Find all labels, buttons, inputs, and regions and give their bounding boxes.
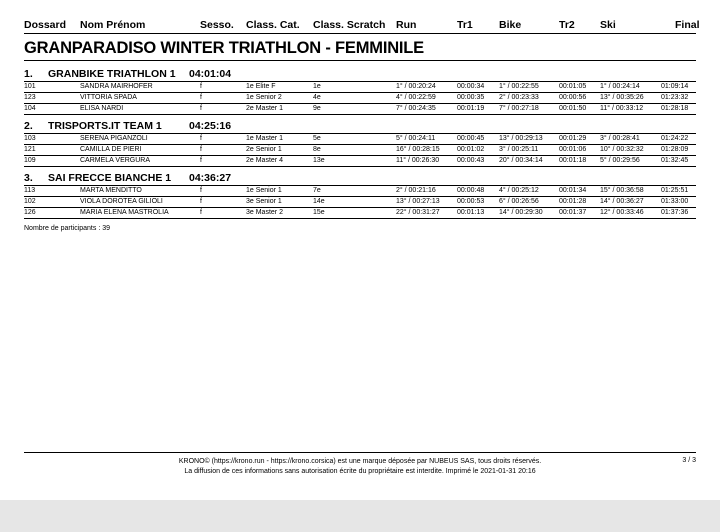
cell-final: 01:25:51 (661, 187, 689, 194)
table-row (24, 145, 696, 156)
cell-nom: CAMILLA DE PIERI (80, 146, 142, 153)
team-header (24, 120, 696, 134)
team-header (24, 172, 696, 186)
cell-nom: SERENA PIGANZOLI (80, 135, 148, 142)
col-tr1: Tr1 (457, 19, 473, 31)
cell-sesso: f (200, 157, 202, 164)
cell-dossard: 126 (24, 209, 36, 216)
team-time: 04:25:16 (189, 120, 232, 132)
col-nom: Nom Prénom (80, 19, 146, 31)
cell-run: 4° / 00:22:59 (396, 94, 436, 101)
page-number: 3 / 3 (682, 457, 696, 464)
cell-sesso: f (200, 105, 202, 112)
cell-scratch: 8e (313, 146, 321, 153)
cell-cat: 3e Senior 1 (246, 198, 282, 205)
cell-nom: VIOLA DOROTEA GILIOLI (80, 198, 163, 205)
cell-final: 01:28:09 (661, 146, 689, 153)
table-row (24, 104, 696, 115)
cell-tr2: 00:01:05 (559, 83, 587, 90)
cell-final: 01:28:18 (661, 105, 689, 112)
cell-run: 11° / 00:26:30 (396, 157, 440, 164)
cell-tr1: 00:00:34 (457, 83, 485, 90)
cell-dossard: 104 (24, 105, 36, 112)
cell-final: 01:09:14 (661, 83, 689, 90)
cell-scratch: 5e (313, 135, 321, 142)
col-scratch: Class. Scratch (313, 19, 386, 31)
cell-bike: 6° / 00:26:56 (499, 198, 539, 205)
cell-run: 5° / 00:24:11 (396, 135, 436, 142)
team-name: SAI FRECCE BIANCHE 1 (48, 172, 172, 184)
cell-dossard: 121 (24, 146, 36, 153)
team-rank: 2. (24, 120, 33, 132)
team-name: GRANBIKE TRIATHLON 1 (48, 68, 176, 80)
cell-tr2: 00:00:56 (559, 94, 587, 101)
cell-nom: MARIA ELENA MASTROLIA (80, 209, 169, 216)
cell-ski: 14° / 00:36:27 (600, 198, 644, 205)
cell-tr2: 00:01:37 (559, 209, 587, 216)
cell-cat: 3e Master 2 (246, 209, 283, 216)
col-ski: Ski (600, 19, 616, 31)
cell-run: 2° / 00:21:16 (396, 187, 436, 194)
team-time: 04:01:04 (189, 68, 232, 80)
cell-tr1: 00:00:45 (457, 135, 485, 142)
cell-dossard: 109 (24, 157, 36, 164)
cell-run: 1° / 00:20:24 (396, 83, 436, 90)
cell-run: 22° / 00:31:27 (396, 209, 440, 216)
cell-nom: MARTA MENDITTO (80, 187, 142, 194)
table-row (24, 93, 696, 104)
cell-tr1: 00:00:53 (457, 198, 485, 205)
col-tr2: Tr2 (559, 19, 575, 31)
cell-dossard: 102 (24, 198, 36, 205)
cell-scratch: 14e (313, 198, 325, 205)
cell-bike: 7° / 00:27:18 (499, 105, 539, 112)
footer-copyright: KRONO© (https://krono.run - https://krono.corsica) est une marque déposée par NUBEUS SAS, tous droits réservés. (178, 458, 542, 465)
cell-dossard: 103 (24, 135, 36, 142)
team-name: TRISPORTS.IT TEAM 1 (48, 120, 162, 132)
cell-ski: 10° / 00:32:32 (600, 146, 644, 153)
cell-ski: 15° / 00:36:58 (600, 187, 644, 194)
cell-tr1: 00:01:02 (457, 146, 485, 153)
cell-final: 01:33:00 (661, 198, 689, 205)
cell-sesso: f (200, 94, 202, 101)
cell-run: 13° / 00:27:13 (396, 198, 440, 205)
cell-tr2: 00:01:34 (559, 187, 587, 194)
cell-bike: 1° / 00:22:55 (499, 83, 539, 90)
cell-final: 01:23:32 (661, 94, 689, 101)
cell-scratch: 1e (313, 83, 321, 90)
team-header (24, 68, 696, 82)
team-time: 04:36:27 (189, 172, 232, 184)
cell-ski: 3° / 00:28:41 (600, 135, 640, 142)
cell-scratch: 15e (313, 209, 325, 216)
cell-scratch: 13e (313, 157, 325, 164)
cell-cat: 1e Elite F (246, 83, 276, 90)
cell-dossard: 123 (24, 94, 36, 101)
cell-scratch: 4e (313, 94, 321, 101)
col-bike: Bike (499, 19, 522, 31)
cell-cat: 2e Master 1 (246, 105, 283, 112)
cell-tr1: 00:00:43 (457, 157, 485, 164)
cell-tr2: 00:01:29 (559, 135, 587, 142)
cell-dossard: 101 (24, 83, 36, 90)
cell-nom: SANDRA MAIRHOFER (80, 83, 153, 90)
cell-sesso: f (200, 83, 202, 90)
cell-run: 7° / 00:24:35 (396, 105, 436, 112)
cell-ski: 5° / 00:29:56 (600, 157, 640, 164)
column-header-row (24, 18, 700, 34)
cell-tr2: 00:01:18 (559, 157, 587, 164)
cell-final: 01:32:45 (661, 157, 689, 164)
cell-cat: 1e Senior 2 (246, 94, 282, 101)
cell-bike: 4° / 00:25:12 (499, 187, 539, 194)
cell-tr2: 00:01:50 (559, 105, 587, 112)
cell-final: 01:37:36 (661, 209, 689, 216)
table-row (24, 156, 696, 167)
table-row (24, 197, 696, 208)
cell-tr1: 00:00:48 (457, 187, 485, 194)
table-row (24, 82, 696, 93)
cell-cat: 1e Senior 1 (246, 187, 282, 194)
cell-sesso: f (200, 209, 202, 216)
cell-ski: 12° / 00:33:46 (600, 209, 644, 216)
cell-run: 16° / 00:28:15 (396, 146, 440, 153)
team-rank: 3. (24, 172, 33, 184)
cell-tr2: 00:01:06 (559, 146, 587, 153)
cell-cat: 2e Senior 1 (246, 146, 282, 153)
cell-final: 01:24:22 (661, 135, 689, 142)
page-title: GRANPARADISO WINTER TRIATHLON - FEMMINILE (24, 39, 696, 61)
col-dossard: Dossard (24, 19, 67, 31)
cell-nom: ELISA NARDI (80, 105, 124, 112)
table-row (24, 186, 696, 197)
cell-sesso: f (200, 198, 202, 205)
footer-notice: La diffusion de ces informations sans autorisation écrite du propriétaire est interdite. Imprimé le 2021-01-31 20:16 (184, 468, 536, 475)
cell-bike: 20° / 00:34:14 (499, 157, 543, 164)
cell-sesso: f (200, 135, 202, 142)
col-cat: Class. Cat. (246, 19, 300, 31)
cell-scratch: 9e (313, 105, 321, 112)
cell-ski: 1° / 00:24:14 (600, 83, 640, 90)
participants-count: Nombre de participants : 39 (24, 225, 110, 232)
cell-tr1: 00:01:19 (457, 105, 485, 112)
cell-cat: 1e Master 1 (246, 135, 283, 142)
cell-nom: CARMELA VERGURA (80, 157, 151, 164)
cell-tr1: 00:01:13 (457, 209, 485, 216)
table-row (24, 134, 696, 145)
footer-divider (24, 452, 696, 453)
cell-ski: 13° / 00:35:26 (600, 94, 644, 101)
cell-sesso: f (200, 146, 202, 153)
cell-ski: 11° / 00:33:12 (600, 105, 644, 112)
team-rank: 1. (24, 68, 33, 80)
cell-bike: 2° / 00:23:33 (499, 94, 539, 101)
col-final: Final (675, 19, 700, 31)
cell-cat: 2e Master 4 (246, 157, 283, 164)
cell-dossard: 113 (24, 187, 36, 194)
cell-bike: 3° / 00:25:11 (499, 146, 539, 153)
cell-tr2: 00:01:28 (559, 198, 587, 205)
cell-tr1: 00:00:35 (457, 94, 485, 101)
col-run: Run (396, 19, 417, 31)
cell-sesso: f (200, 187, 202, 194)
table-row (24, 208, 696, 219)
cell-bike: 14° / 00:29:30 (499, 209, 543, 216)
cell-scratch: 7e (313, 187, 321, 194)
cell-nom: VITTORIA SPADA (80, 94, 137, 101)
cell-bike: 13° / 00:29:13 (499, 135, 543, 142)
footer (24, 457, 696, 477)
col-sesso: Sesso. (200, 19, 234, 31)
